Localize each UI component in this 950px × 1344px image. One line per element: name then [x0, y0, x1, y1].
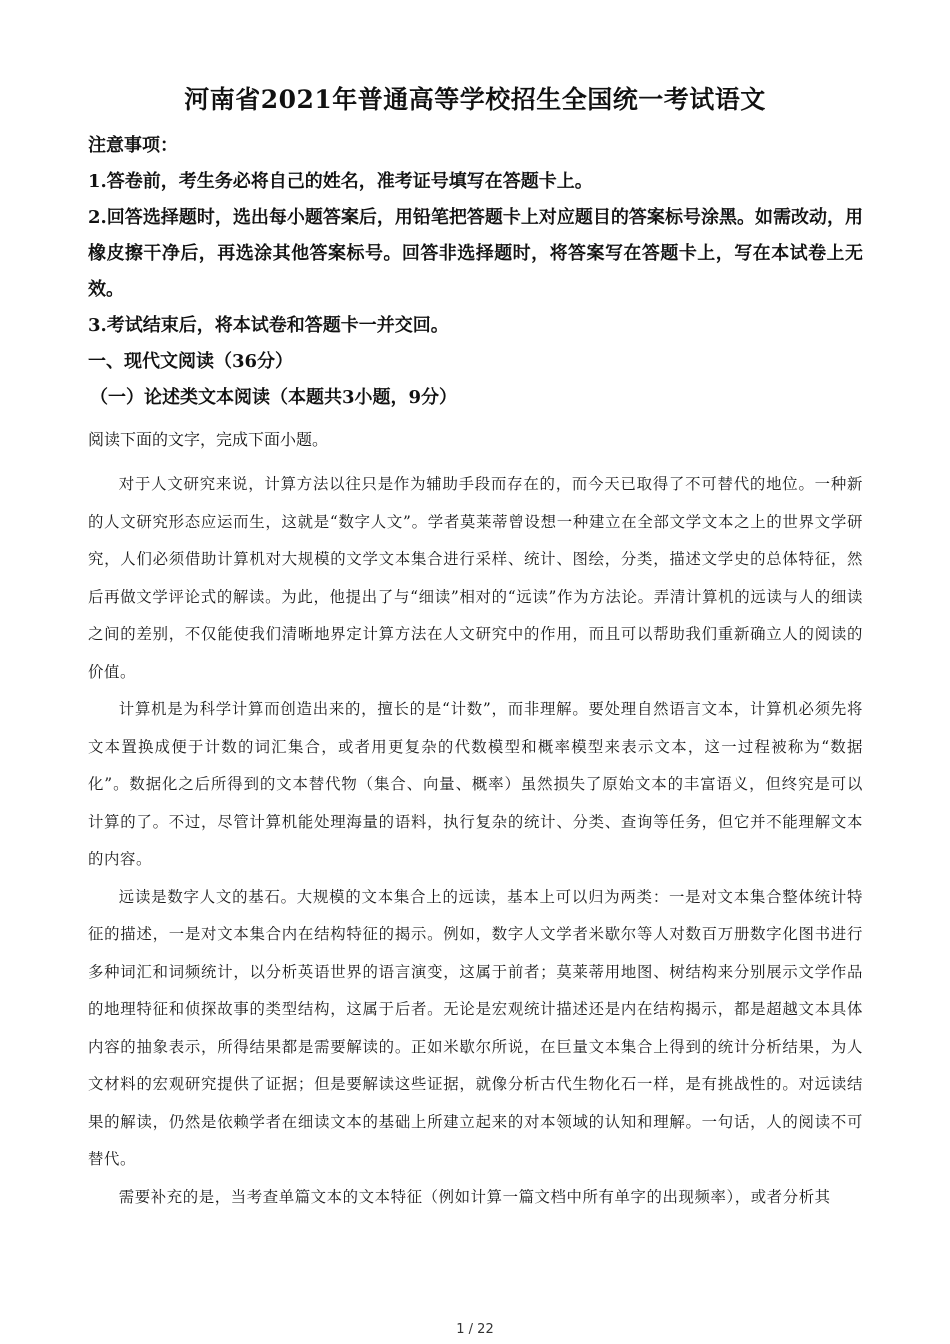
page-indicator: 1 / 22	[456, 1322, 494, 1337]
exam-title: 河南省2021年普通高等学校招生全国统一考试语文	[184, 85, 766, 114]
note-item-1: 1.答卷前，考生务必将自己的姓名，准考证号填写在答题卡上。	[88, 171, 593, 192]
passage-paragraph-1: 对于人文研究来说，计算方法以往只是作为辅助手段而存在的，而今天已取得了不可替代的地位。一种新的人文研究形态应运而生，这就是“数字人文”。学者莫莱蒂曾设想一种建立在全部文学文本之上的世界文学研究，人们必须借助计算机对大规模的文学文本集合进行采样、统计、图绘，分类，描述文学史的总体特征，然后再做文学评论式的解读。为此，他提出了与“细读”相对的“远读”作为方法论。弄清计算机的远读与人的细读之间的差别，不仅能使我们清晰地界定计算方法在人文研究中的作用，而且可以帮助我们重新确立人的阅读的价值。	[88, 475, 863, 681]
passage-paragraph-3: 远读是数字人文的基石。大规模的文本集合上的远读，基本上可以归为两类：一是对文本集合整体统计特征的描述，一是对文本集合内在结构特征的揭示。例如，数字人文学者米歇尔等人对数百万册数字化图书进行多种词汇和词频统计，以分析英语世界的语言演变，这属于前者；莫莱蒂用地图、树结构来分别展示文学作品的地理特征和侦探故事的类型结构，这属于后者。无论是宏观统计描述还是内在结构揭示，都是超越文本具体内容的抽象表示，所得结果都是需要解读的。正如米歇尔所说，在巨量文本集合上得到的统计分析结果，为人文材料的宏观研究提供了证据；但是要解读这些证据，就像分析古代生物化石一样，是有挑战性的。对远读结果的解读，仍然是依赖学者在细读文本的基础上所建立起来的对本领域的认知和理解。一句话，人的阅读不可替代。	[88, 887, 863, 1168]
note-item-2: 2.回答选择题时，选出每小题答案后，用铅笔把答题卡上对应题目的答案标号涂黑。如需改动，用橡皮擦干净后，再选涂其他答案标号。回答非选择题时，将答案写在答题卡上，写在本试卷上无效。	[88, 207, 863, 300]
passage-paragraph-2: 计算机是为科学计算而创造出来的，擅长的是“计数”，而非理解。要处理自然语言文本，计算机必须先将文本置换成便于计数的词汇集合，或者用更复杂的代数模型和概率模型来表示文本，这一过程被称为“数据化”。数据化之后所得到的文本替代物（集合、向量、概率）虽然损失了原始文本的丰富语义，但终究是可以计算的了。不过，尽管计算机能处理海量的语料，执行复杂的统计、分类、查询等任务，但它并不能理解文本的内容。	[88, 700, 863, 868]
note-item-3: 3.考试结束后，将本试卷和答题卡一并交回。	[88, 315, 449, 336]
section-subheading: （一）论述类文本阅读（本题共3小题，9分）	[90, 387, 458, 408]
passage-paragraph-4: 需要补充的是，当考查单篇文本的文本特征（例如计算一篇文档中所有单字的出现频率），或者分析其	[118, 1187, 831, 1206]
notes-section	[88, 128, 863, 416]
reading-instruction: 阅读下面的文字，完成下面小题。	[88, 430, 329, 449]
section-heading: 一、现代文阅读（36分）	[88, 351, 294, 372]
passage	[88, 466, 863, 1216]
notes-heading: 注意事项：	[88, 135, 178, 156]
